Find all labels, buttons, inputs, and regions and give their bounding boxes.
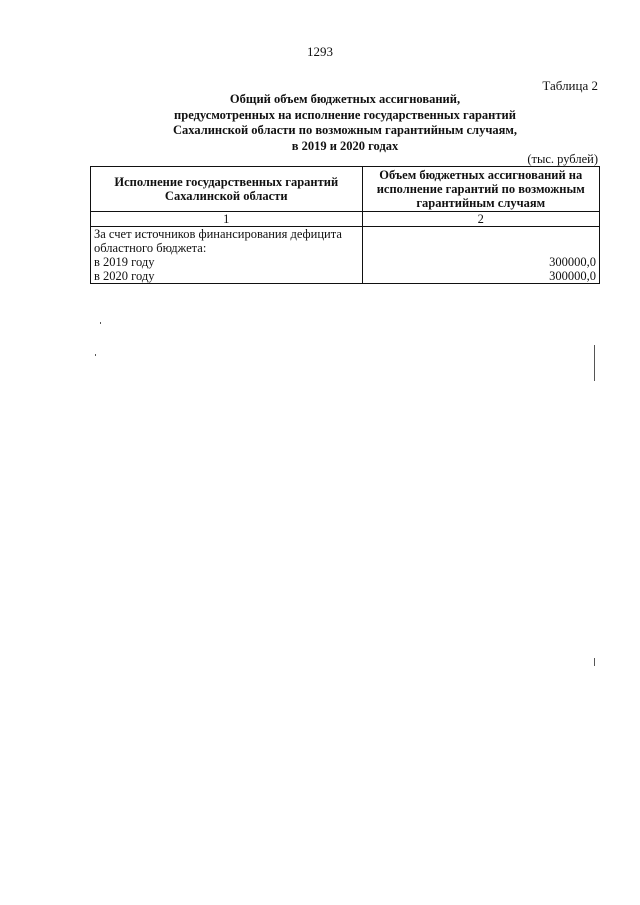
- row-label-line: За счет источников финансирования дефицита: [94, 227, 342, 241]
- row-value-cell: [362, 227, 599, 284]
- allocations-table: [90, 166, 600, 284]
- column-number-row: [91, 212, 600, 227]
- scan-artifact: [594, 345, 595, 381]
- header-cell-allocations: Объем бюджетных ассигнований на исполнение гарантий по возможным гарантийным случаям: [362, 167, 599, 212]
- table-label: Таблица 2: [542, 78, 598, 93]
- row-label-line: областного бюджета:: [94, 241, 207, 255]
- row-value-line: [366, 227, 596, 241]
- row-label-line: в 2019 году: [94, 255, 155, 269]
- row-label-cell: [91, 227, 363, 284]
- row-label-line: в 2020 году: [94, 269, 155, 283]
- column-number-cell: 2: [362, 212, 599, 227]
- title-line: предусмотренных на исполнение государственных гарантий: [174, 107, 516, 122]
- table-row: [91, 227, 600, 284]
- scan-artifact: [100, 322, 101, 324]
- scan-artifact: [95, 354, 96, 356]
- scan-artifact: [594, 658, 595, 666]
- page-number: 1293: [307, 44, 333, 59]
- row-value-line: 300000,0: [549, 269, 596, 283]
- table-header-row: [91, 167, 600, 212]
- title-line: Сахалинской области по возможным гарантийным случаям,: [172, 123, 518, 137]
- column-number-cell: 1: [91, 212, 363, 227]
- title-line: Общий объем бюджетных ассигнований,: [229, 92, 461, 106]
- units-label: (тыс. рублей): [527, 152, 598, 166]
- title-line: в 2019 и 2020 годах: [291, 138, 399, 153]
- header-cell-guarantees: Исполнение государственных гарантий Сахалинской области: [91, 167, 363, 212]
- row-value-line: 300000,0: [549, 255, 596, 269]
- row-value-line: [366, 241, 596, 255]
- document-title: [90, 92, 600, 154]
